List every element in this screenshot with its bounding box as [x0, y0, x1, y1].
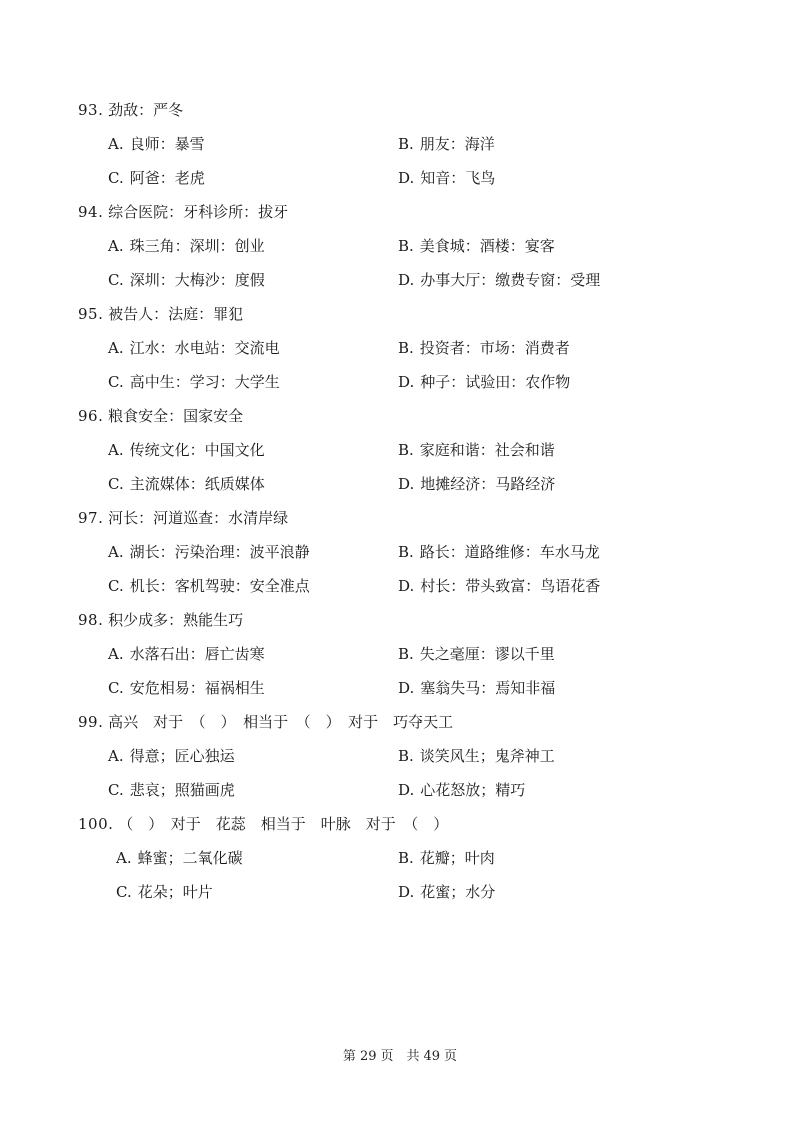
option-b: B. 花瓣；叶肉	[398, 849, 495, 867]
question-stem	[78, 399, 758, 433]
option-row	[78, 127, 758, 161]
question-stem	[78, 195, 758, 229]
option-row	[78, 229, 758, 263]
page-label-mid: 页 共	[380, 1049, 420, 1064]
option-row	[78, 161, 758, 195]
question-text: 综合医院：牙科诊所：拔牙	[108, 203, 289, 221]
option-row	[78, 841, 758, 875]
question-100	[78, 807, 758, 909]
option-row	[78, 365, 758, 399]
question-93	[78, 93, 758, 195]
question-99	[78, 705, 758, 807]
option-row	[78, 535, 758, 569]
option-d: D. 村长：带头致富：鸟语花香	[398, 577, 601, 595]
option-row	[78, 875, 758, 909]
option-d: D. 花蜜；水分	[398, 883, 496, 901]
option-row	[78, 671, 758, 705]
option-d: D. 塞翁失马：焉知非福	[398, 679, 556, 697]
option-c: C. 机长：客机驾驶：安全准点	[108, 577, 310, 595]
question-number: 94.	[78, 203, 104, 221]
page-footer	[0, 1045, 800, 1064]
option-c: C. 深圳：大梅沙：度假	[108, 271, 265, 289]
question-95	[78, 297, 758, 399]
option-c: C. 主流媒体：纸质媒体	[108, 475, 265, 493]
question-text: 劲敌：严冬	[108, 101, 184, 119]
option-row	[78, 569, 758, 603]
question-98	[78, 603, 758, 705]
page-current: 29	[359, 1049, 377, 1064]
option-row	[78, 773, 758, 807]
question-number: 100.	[78, 815, 114, 833]
option-row	[78, 637, 758, 671]
option-b: B. 朋友：海洋	[398, 135, 495, 153]
option-row	[78, 433, 758, 467]
option-d: D. 知音：飞鸟	[398, 169, 496, 187]
option-a: A. 水落石出：唇亡齿寒	[108, 645, 265, 663]
option-a: A. 珠三角：深圳：创业	[108, 237, 265, 255]
option-b: B. 投资者：市场：消费者	[398, 339, 570, 357]
option-a: A. 湖长：污染治理：波平浪静	[108, 543, 310, 561]
question-stem	[78, 297, 758, 331]
option-d: D. 办事大厅：缴费专窗：受理	[398, 271, 601, 289]
question-number: 99.	[78, 713, 104, 731]
question-text: 粮食安全：国家安全	[108, 407, 244, 425]
option-a: A. 江水：水电站：交流电	[108, 339, 280, 357]
option-row	[78, 331, 758, 365]
option-row	[78, 467, 758, 501]
question-list	[78, 93, 758, 909]
option-c: C. 悲哀；照猫画虎	[108, 781, 235, 799]
question-number: 97.	[78, 509, 104, 527]
option-b: B. 路长：道路维修：车水马龙	[398, 543, 600, 561]
question-number: 96.	[78, 407, 104, 425]
question-97	[78, 501, 758, 603]
option-row	[78, 263, 758, 297]
question-number: 93.	[78, 101, 104, 119]
option-a: A. 良师：暴雪	[108, 135, 205, 153]
option-c: C. 安危相易：福祸相生	[108, 679, 265, 697]
option-c: C. 花朵；叶片	[116, 883, 213, 901]
option-c: C. 阿爸：老虎	[108, 169, 205, 187]
option-b: B. 美食城：酒楼：宴客	[398, 237, 555, 255]
question-stem	[78, 603, 758, 637]
option-a: A. 得意；匠心独运	[108, 747, 235, 765]
question-stem	[78, 501, 758, 535]
option-b: B. 谈笑风生；鬼斧神工	[398, 747, 555, 765]
question-stem	[78, 807, 758, 841]
question-text: 高兴 对于 （ ） 相当于 （ ） 对于 巧夺天工	[108, 713, 454, 731]
option-b: B. 家庭和谐：社会和谐	[398, 441, 555, 459]
page-total: 49	[423, 1049, 441, 1064]
option-b: B. 失之毫厘：谬以千里	[398, 645, 555, 663]
option-row	[78, 739, 758, 773]
question-text: 被告人：法庭：罪犯	[108, 305, 244, 323]
option-d: D. 种子：试验田：农作物	[398, 373, 571, 391]
question-text: 积少成多：熟能生巧	[108, 611, 244, 629]
question-number: 98.	[78, 611, 104, 629]
question-94	[78, 195, 758, 297]
option-d: D. 心花怒放；精巧	[398, 781, 526, 799]
question-stem	[78, 705, 758, 739]
option-a: A. 传统文化：中国文化	[108, 441, 265, 459]
option-a: A. 蜂蜜；二氧化碳	[116, 849, 243, 867]
option-c: C. 高中生：学习：大学生	[108, 373, 280, 391]
question-text: 河长：河道巡查：水清岸绿	[108, 509, 289, 527]
question-number: 95.	[78, 305, 104, 323]
question-stem	[78, 93, 758, 127]
question-96	[78, 399, 758, 501]
option-d: D. 地摊经济：马路经济	[398, 475, 556, 493]
question-text: （ ） 对于 花蕊 相当于 叶脉 对于 （ ）	[118, 815, 449, 833]
page-label-prefix: 第	[342, 1049, 356, 1064]
page-label-suffix: 页	[444, 1049, 458, 1064]
